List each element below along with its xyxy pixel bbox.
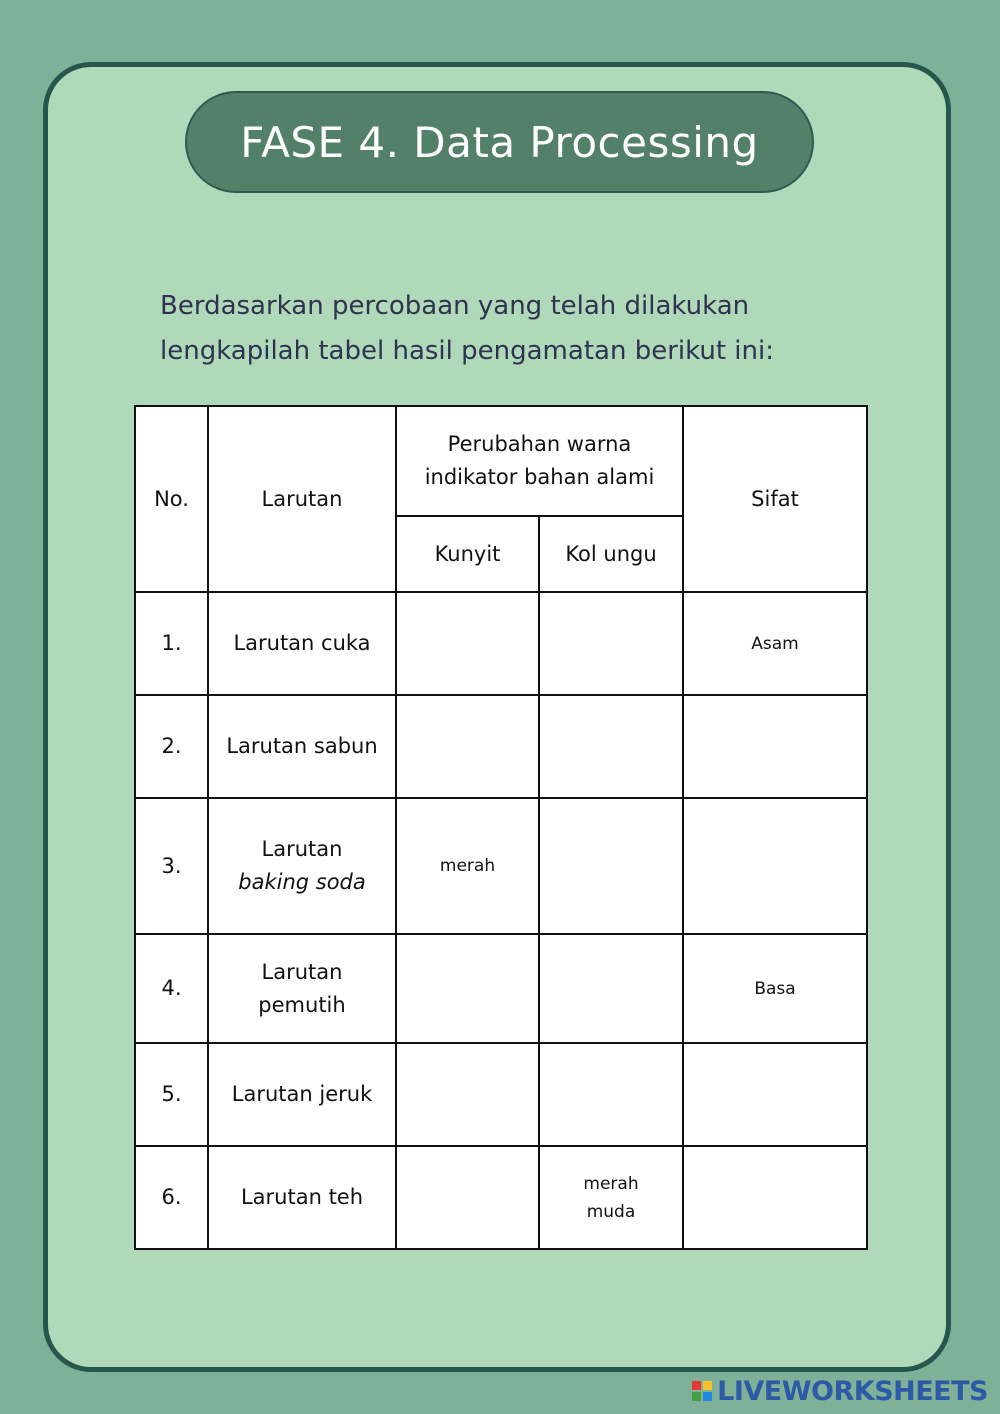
row-number: 4. [135,934,208,1043]
row-number: 1. [135,592,208,695]
sifat-cell[interactable] [683,695,867,798]
table-header-row [135,406,867,516]
kol-ungu-line-1: merah [583,1173,639,1194]
header-sifat: Sifat [683,406,867,592]
kol-ungu-line-2: muda [586,1201,636,1222]
kol-ungu-cell[interactable] [539,798,683,934]
row-number: 3. [135,798,208,934]
page-title [185,91,814,193]
table-row [135,1043,867,1146]
larutan-cell [208,798,396,934]
observation-table [134,405,868,1250]
row-number: 2. [135,695,208,798]
table-row [135,798,867,934]
row-number: 6. [135,1146,208,1249]
logo-square-v [692,1392,701,1401]
liveworksheets-watermark [692,1375,988,1407]
kol-ungu-cell[interactable] [539,1043,683,1146]
kunyit-cell[interactable] [396,934,539,1043]
sifat-cell[interactable] [683,798,867,934]
instruction-line-2: lengkapilah tabel hasil pengamatan berikut ini: [160,336,774,366]
larutan-cell: Larutan cuka [208,592,396,695]
sifat-cell[interactable] [683,1146,867,1249]
header-no: No. [135,406,208,592]
sifat-cell[interactable] [683,1043,867,1146]
kol-ungu-cell[interactable] [539,695,683,798]
liveworksheets-logo-icon [692,1381,712,1401]
instruction-line-1: Berdasarkan percobaan yang telah dilakukan [160,291,750,321]
table-row [135,695,867,798]
header-indicator-line-1: Perubahan warna [447,432,632,456]
kol-ungu-cell[interactable] [539,934,683,1043]
header-indicator-group [396,406,683,516]
sifat-cell[interactable]: Asam [683,592,867,695]
header-indicator-line-2: indikator bahan alami [424,465,655,489]
kunyit-cell[interactable] [396,1146,539,1249]
header-kunyit: Kunyit [396,516,539,592]
larutan-cell [208,934,396,1043]
watermark-text: LIVEWORKSHEETS [717,1375,988,1407]
table-row [135,592,867,695]
kol-ungu-cell[interactable] [539,1146,683,1249]
larutan-cell: Larutan sabun [208,695,396,798]
kunyit-cell[interactable]: merah [396,798,539,934]
larutan-line-2: pemutih [258,992,346,1017]
instruction-text [160,284,880,374]
kunyit-cell[interactable] [396,592,539,695]
table-row [135,1146,867,1249]
kunyit-cell[interactable] [396,1043,539,1146]
row-number: 5. [135,1043,208,1146]
larutan-line-2: baking soda [238,870,366,894]
header-larutan: Larutan [208,406,396,592]
logo-square-l [692,1381,701,1390]
larutan-line-1: Larutan [261,837,343,861]
sifat-cell[interactable]: Basa [683,934,867,1043]
table-row [135,934,867,1043]
larutan-line-1: Larutan [261,959,343,984]
kol-ungu-cell[interactable] [539,592,683,695]
page-title-text: FASE 4. Data Processing [240,117,759,167]
larutan-cell: Larutan teh [208,1146,396,1249]
logo-square-e [703,1392,712,1401]
logo-square-i [703,1381,712,1390]
larutan-cell: Larutan jeruk [208,1043,396,1146]
header-kol-ungu: Kol ungu [539,516,683,592]
kunyit-cell[interactable] [396,695,539,798]
